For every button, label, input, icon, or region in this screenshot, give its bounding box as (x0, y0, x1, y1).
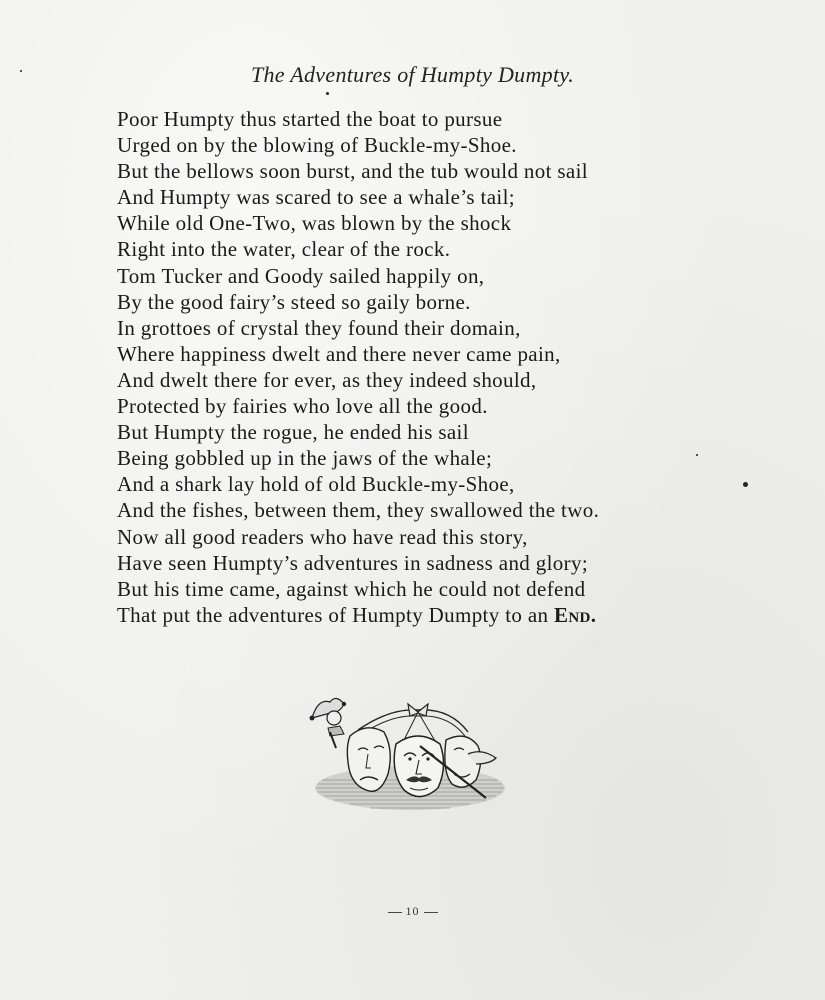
poem-line: Urged on by the blowing of Buckle-my-Shoe. (117, 133, 517, 158)
paper-speck (326, 92, 329, 95)
paper-speck (696, 454, 698, 456)
poem-line: Tom Tucker and Goody sailed happily on, (117, 263, 485, 288)
poem-line: Being gobbled up in the jaws of the whale; (117, 446, 493, 471)
paper-speck (20, 70, 22, 72)
folio-dash-right (424, 912, 438, 913)
poem (117, 106, 757, 628)
poem-line: And the fishes, between them, they swallowed the two. (117, 498, 600, 523)
poem-line: Poor Humpty thus started the boat to pursue (117, 107, 503, 131)
poem-last-line (117, 602, 757, 628)
folio-dash-left (388, 912, 402, 913)
poem-line: But Humpty the rogue, he ended his sail (117, 420, 469, 445)
poem-line-text: That put the adventures of Humpty Dumpty to an (117, 602, 549, 627)
poem-line: And Humpty was scared to see a whale’s tail; (117, 185, 515, 210)
page-number (0, 904, 825, 919)
poem-line: While old One-Two, was blown by the shock (117, 211, 512, 236)
poem-line: And a shark lay hold of old Buckle-my-Shoe, (117, 472, 515, 497)
poem-line: In grottoes of crystal they found their domain, (117, 315, 521, 340)
poem-line: But his time came, against which he could not defend (117, 576, 586, 601)
poem-line: Now all good readers who have read this story, (117, 524, 528, 549)
poem-line: And dwelt there for ever, as they indeed should, (117, 367, 537, 392)
poem-line: Right into the water, clear of the rock. (117, 237, 451, 262)
paper-speck (743, 482, 748, 487)
poem-line: Protected by fairies who love all the good. (117, 394, 488, 419)
poem-line: But the bellows soon burst, and the tub would not sail (117, 159, 588, 184)
theatre-masks-and-jester-icon (300, 688, 510, 823)
poem-line: By the good fairy’s steed so gaily borne. (117, 289, 471, 314)
running-title: The Adventures of Humpty Dumpty. (250, 62, 575, 87)
end-word: End. (553, 602, 597, 627)
page-number-text: 10 (405, 904, 420, 918)
poem-line: Have seen Humpty’s adventures in sadness and glory; (117, 550, 589, 575)
poem-line: Where happiness dwelt and there never came pain, (117, 341, 561, 366)
